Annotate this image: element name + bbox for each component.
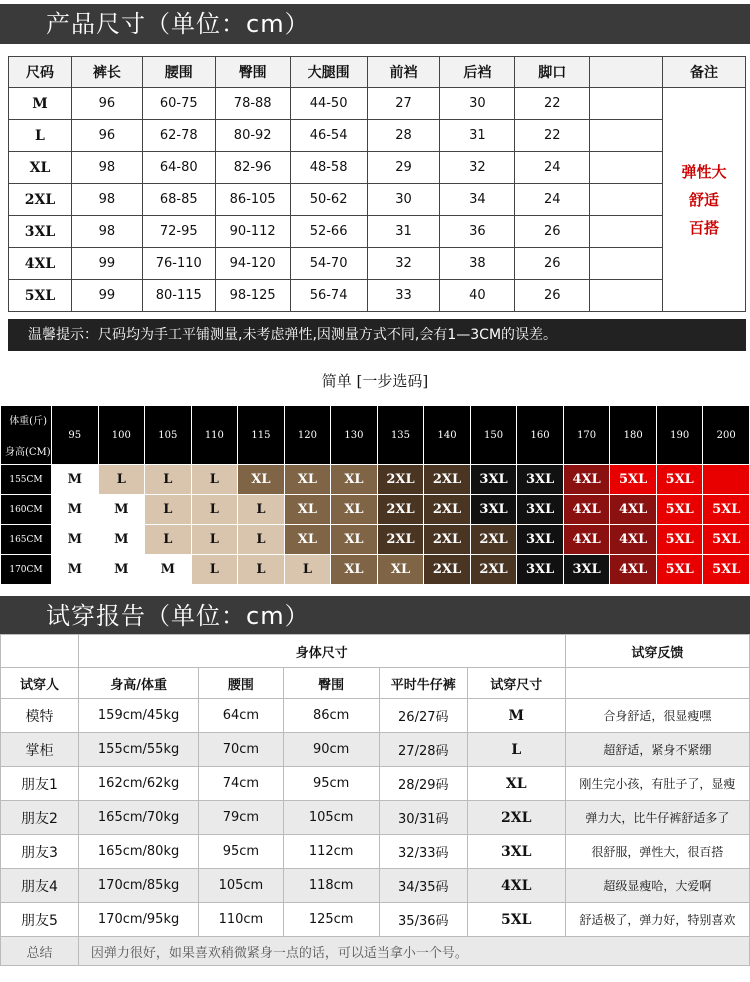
size-cell: 68-85 [142, 184, 215, 216]
weight-header: 200 [703, 406, 750, 465]
trial-cell: 朋友3 [1, 835, 79, 869]
size-blank-cell [590, 152, 663, 184]
trial-cell: 2XL [467, 801, 565, 835]
size-cell: 82-96 [215, 152, 290, 184]
size-cell: 96 [71, 88, 142, 120]
guide-size-cell: 2XL [424, 525, 471, 555]
weight-header: 130 [331, 406, 378, 465]
size-cell: 80-92 [215, 120, 290, 152]
summary-text: 因弹力很好，如果喜欢稍微紧身一点的话，可以适当拿小一个号。 [78, 937, 749, 966]
guide-row [1, 555, 750, 585]
size-cell: 52-66 [290, 216, 367, 248]
size-cell: 24 [515, 152, 590, 184]
guide-size-cell: 5XL [656, 555, 703, 585]
trial-cell: 105cm [283, 801, 379, 835]
size-table [8, 56, 746, 312]
guide-size-cell: 5XL [610, 465, 657, 495]
weight-header: 135 [377, 406, 424, 465]
trial-cell: 朋友5 [1, 903, 79, 937]
size-cell: 22 [515, 88, 590, 120]
height-header: 155CM [1, 465, 52, 495]
size-header-cell [590, 57, 663, 88]
trial-row [1, 869, 750, 903]
size-cell: 98 [71, 216, 142, 248]
guide-size-cell: XL [284, 525, 331, 555]
trial-cell: 95cm [199, 835, 283, 869]
group-body-size: 身体尺寸 [78, 635, 565, 668]
trial-cell: 90cm [283, 733, 379, 767]
guide-size-cell: 3XL [517, 525, 564, 555]
note-line: 舒适 [689, 190, 720, 209]
guide-size-cell: 4XL [563, 525, 610, 555]
guide-title: 简单 [一步选码] [321, 372, 429, 390]
size-cell: 26 [515, 216, 590, 248]
trial-cell: L [467, 733, 565, 767]
guide-size-cell: L [98, 465, 145, 495]
size-cell: 3XL [9, 216, 72, 248]
size-cell: 22 [515, 120, 590, 152]
size-cell: 4XL [9, 248, 72, 280]
size-cell: 32 [440, 152, 515, 184]
height-header: 160CM [1, 495, 52, 525]
guide-size-cell: 4XL [563, 495, 610, 525]
size-cell: 50-62 [290, 184, 367, 216]
size-cell: 98-125 [215, 280, 290, 312]
trial-cell: 很舒服，弹性大，很百搭 [565, 835, 749, 869]
guide-row [1, 495, 750, 525]
measurement-tip: 温馨提示：尺码均为手工平铺测量,未考虑弹性,因测量方式不同,会有1—3CM的误差。 [8, 319, 746, 351]
trial-cell: 162cm/62kg [78, 767, 198, 801]
trial-cell: 165cm/80kg [78, 835, 198, 869]
size-header-cell: 后裆 [440, 57, 515, 88]
guide-size-cell: 2XL [377, 465, 424, 495]
guide-size-cell: 5XL [656, 495, 703, 525]
weight-header: 100 [98, 406, 145, 465]
trial-cell: 125cm [283, 903, 379, 937]
guide-size-cell: 2XL [424, 465, 471, 495]
trial-row [1, 835, 750, 869]
trial-cell: 34/35码 [379, 869, 467, 903]
guide-size-cell: L [284, 555, 331, 585]
size-header-cell: 腰围 [142, 57, 215, 88]
size-cell: 86-105 [215, 184, 290, 216]
size-header-cell: 尺码 [9, 57, 72, 88]
size-blank-cell [590, 216, 663, 248]
trial-row [1, 767, 750, 801]
guide-corner [1, 406, 52, 465]
size-cell: 94-120 [215, 248, 290, 280]
guide-size-cell: L [238, 555, 285, 585]
trial-cell: 159cm/45kg [78, 699, 198, 733]
guide-size-cell: 2XL [377, 525, 424, 555]
size-cell: 36 [440, 216, 515, 248]
trial-summary-row [1, 937, 750, 966]
size-cell: 80-115 [142, 280, 215, 312]
weight-header: 95 [52, 406, 99, 465]
guide-size-cell: L [145, 525, 192, 555]
guide-size-cell: 4XL [610, 555, 657, 585]
size-cell: 99 [71, 280, 142, 312]
weight-header: 105 [145, 406, 192, 465]
guide-size-cell: 2XL [470, 555, 517, 585]
weight-header: 120 [284, 406, 331, 465]
size-cell: 62-78 [142, 120, 215, 152]
trial-cell: 64cm [199, 699, 283, 733]
weight-header: 170 [563, 406, 610, 465]
trial-cell: 刚生完小孩，有肚子了，显瘦 [565, 767, 749, 801]
trial-cell: 超舒适，紧身不紧绷 [565, 733, 749, 767]
size-cell: 24 [515, 184, 590, 216]
trial-cell: 3XL [467, 835, 565, 869]
guide-size-cell: 2XL [377, 495, 424, 525]
size-cell: 44-50 [290, 88, 367, 120]
trial-row [1, 801, 750, 835]
size-header-cell: 前裆 [367, 57, 440, 88]
trial-cell: 朋友4 [1, 869, 79, 903]
size-row [9, 184, 746, 216]
trial-group-header [1, 635, 750, 668]
guide-size-cell: XL [331, 525, 378, 555]
size-cell: 32 [367, 248, 440, 280]
guide-size-cell: L [145, 465, 192, 495]
guide-size-cell: XL [284, 495, 331, 525]
size-cell: 27 [367, 88, 440, 120]
trial-header-cell: 试穿人 [1, 668, 79, 699]
trial-cell: 35/36码 [379, 903, 467, 937]
size-cell: 98 [71, 152, 142, 184]
size-cell: 64-80 [142, 152, 215, 184]
guide-size-cell: 2XL [424, 495, 471, 525]
size-cell: L [9, 120, 72, 152]
weight-header: 140 [424, 406, 471, 465]
trial-cell: 舒适极了，弹力好，特别喜欢 [565, 903, 749, 937]
guide-size-cell: 5XL [703, 555, 750, 585]
guide-size-cell: M [98, 495, 145, 525]
size-blank-cell [590, 248, 663, 280]
trial-cell: 105cm [199, 869, 283, 903]
guide-size-cell: 3XL [517, 555, 564, 585]
size-row [9, 280, 746, 312]
guide-size-cell: 5XL [703, 525, 750, 555]
size-header-cell: 臀围 [215, 57, 290, 88]
size-blank-cell [590, 184, 663, 216]
trial-cell: M [467, 699, 565, 733]
size-cell: 78-88 [215, 88, 290, 120]
size-blank-cell [590, 280, 663, 312]
trial-section-title: 试穿报告（单位：cm） [0, 596, 750, 636]
trial-cell: 4XL [467, 869, 565, 903]
size-blank-cell [590, 120, 663, 152]
guide-size-cell: 5XL [656, 525, 703, 555]
guide-size-cell: 3XL [517, 465, 564, 495]
trial-cell: 朋友2 [1, 801, 79, 835]
size-cell: 96 [71, 120, 142, 152]
guide-size-cell: 4XL [610, 495, 657, 525]
size-cell: 26 [515, 280, 590, 312]
trial-cell: XL [467, 767, 565, 801]
size-row [9, 88, 746, 120]
note-line: 百搭 [689, 218, 720, 237]
trial-header-cell: 试穿尺寸 [467, 668, 565, 699]
corner-height-label: 身高(CM) [5, 447, 51, 458]
guide-size-cell: XL [331, 495, 378, 525]
weight-header: 160 [517, 406, 564, 465]
guide-size-cell: L [191, 465, 238, 495]
trial-cell: 170cm/95kg [78, 903, 198, 937]
trial-cell: 30/31码 [379, 801, 467, 835]
size-cell: 30 [367, 184, 440, 216]
trial-cell: 超级显瘦哈，大爱啊 [565, 869, 749, 903]
trial-cell: 弹力大，比牛仔裤舒适多了 [565, 801, 749, 835]
size-header-cell: 裤长 [71, 57, 142, 88]
guide-size-cell: XL [284, 465, 331, 495]
guide-row [1, 525, 750, 555]
size-table-header [9, 57, 746, 88]
trial-header-cell: 平时牛仔裤 [379, 668, 467, 699]
guide-size-cell: 4XL [563, 465, 610, 495]
guide-size-cell: 3XL [517, 495, 564, 525]
guide-size-cell: XL [377, 555, 424, 585]
trial-cell: 32/33码 [379, 835, 467, 869]
size-cell: XL [9, 152, 72, 184]
guide-size-cell: M [52, 555, 99, 585]
size-cell: 33 [367, 280, 440, 312]
trial-cell: 95cm [283, 767, 379, 801]
trial-row [1, 699, 750, 733]
guide-size-cell: M [98, 555, 145, 585]
guide-size-cell: 5XL [703, 495, 750, 525]
trial-cell: 朋友1 [1, 767, 79, 801]
guide-size-cell: 3XL [470, 465, 517, 495]
trial-row [1, 733, 750, 767]
guide-size-cell: M [52, 465, 99, 495]
guide-size-cell: 3XL [563, 555, 610, 585]
size-cell: 54-70 [290, 248, 367, 280]
size-cell: 5XL [9, 280, 72, 312]
guide-size-cell: XL [331, 465, 378, 495]
guide-size-cell: 4XL [610, 525, 657, 555]
trial-cell: 70cm [199, 733, 283, 767]
size-cell: 34 [440, 184, 515, 216]
guide-size-cell: L [238, 525, 285, 555]
size-row [9, 152, 746, 184]
guide-size-cell: XL [331, 555, 378, 585]
trial-cell: 118cm [283, 869, 379, 903]
size-cell: 90-112 [215, 216, 290, 248]
guide-size-cell: M [145, 555, 192, 585]
trial-cell: 86cm [283, 699, 379, 733]
size-cell: 29 [367, 152, 440, 184]
trial-cell: 79cm [199, 801, 283, 835]
guide-size-cell: XL [238, 465, 285, 495]
trial-cell: 112cm [283, 835, 379, 869]
guide-size-cell: 5XL [656, 465, 703, 495]
note-cell [663, 88, 746, 312]
guide-size-cell: 2XL [424, 555, 471, 585]
trial-header-cell: 臀围 [283, 668, 379, 699]
size-cell: 2XL [9, 184, 72, 216]
summary-label: 总结 [1, 937, 79, 966]
guide-size-cell [703, 465, 750, 495]
size-cell: 48-58 [290, 152, 367, 184]
size-cell: 40 [440, 280, 515, 312]
size-cell: 72-95 [142, 216, 215, 248]
size-cell: 28 [367, 120, 440, 152]
size-blank-cell [590, 88, 663, 120]
trial-col-header [1, 668, 750, 699]
trial-header-cell [565, 668, 749, 699]
trial-cell: 27/28码 [379, 733, 467, 767]
trial-cell: 110cm [199, 903, 283, 937]
size-guide-grid [0, 405, 750, 585]
guide-size-cell: M [52, 525, 99, 555]
guide-size-cell: M [98, 525, 145, 555]
trial-cell: 模特 [1, 699, 79, 733]
size-cell: 30 [440, 88, 515, 120]
trial-cell: 165cm/70kg [78, 801, 198, 835]
trial-cell: 5XL [467, 903, 565, 937]
guide-size-cell: 3XL [470, 495, 517, 525]
size-row [9, 248, 746, 280]
size-cell: 56-74 [290, 280, 367, 312]
height-header: 170CM [1, 555, 52, 585]
trial-cell: 26/27码 [379, 699, 467, 733]
weight-header: 110 [191, 406, 238, 465]
trial-cell: 28/29码 [379, 767, 467, 801]
note-line: 弹性大 [681, 162, 727, 181]
weight-header: 150 [470, 406, 517, 465]
trial-cell: 合身舒适，很显瘦嘿 [565, 699, 749, 733]
trial-row [1, 903, 750, 937]
group-feedback: 试穿反馈 [565, 635, 749, 668]
size-row [9, 120, 746, 152]
size-header-cell: 大腿围 [290, 57, 367, 88]
guide-size-cell: 2XL [470, 525, 517, 555]
guide-size-cell: L [191, 495, 238, 525]
size-cell: 26 [515, 248, 590, 280]
guide-size-cell: L [238, 495, 285, 525]
weight-header: 180 [610, 406, 657, 465]
guide-size-cell: L [145, 495, 192, 525]
weight-header: 115 [238, 406, 285, 465]
guide-size-cell: L [191, 555, 238, 585]
trial-cell: 74cm [199, 767, 283, 801]
size-cell: 38 [440, 248, 515, 280]
trial-header-cell: 腰围 [199, 668, 283, 699]
trial-report-table [0, 634, 750, 966]
guide-size-cell: L [191, 525, 238, 555]
trial-cell: 掌柜 [1, 733, 79, 767]
guide-row [1, 465, 750, 495]
size-section-title: 产品尺寸（单位：cm） [0, 4, 750, 44]
size-header-cell: 备注 [663, 57, 746, 88]
size-cell: 99 [71, 248, 142, 280]
guide-size-cell: M [52, 495, 99, 525]
trial-group-blank [1, 635, 79, 668]
size-cell: 76-110 [142, 248, 215, 280]
size-header-cell: 脚口 [515, 57, 590, 88]
size-cell: 31 [440, 120, 515, 152]
height-header: 165CM [1, 525, 52, 555]
trial-cell: 155cm/55kg [78, 733, 198, 767]
size-cell: 60-75 [142, 88, 215, 120]
size-cell: 46-54 [290, 120, 367, 152]
weight-header: 190 [656, 406, 703, 465]
guide-header-row [1, 406, 750, 465]
trial-cell: 170cm/85kg [78, 869, 198, 903]
size-row [9, 216, 746, 248]
corner-weight-label: 体重(斤) [9, 416, 47, 427]
size-cell: 98 [71, 184, 142, 216]
trial-header-cell: 身高/体重 [78, 668, 198, 699]
size-cell: 31 [367, 216, 440, 248]
size-cell: M [9, 88, 72, 120]
